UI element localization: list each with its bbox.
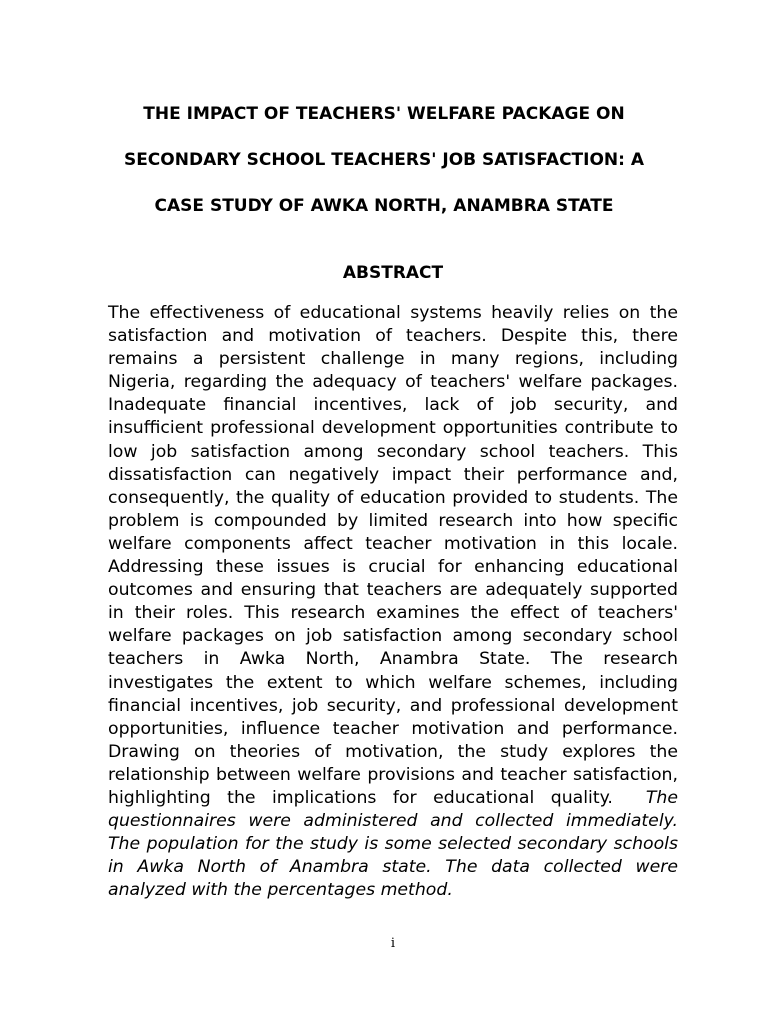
title-line-1: THE IMPACT OF TEACHERS' WELFARE PACKAGE ON [143,104,625,124]
page-number: i [390,936,396,951]
abstract-text: The effectiveness of educational systems heavily relies on the satisfaction and motivation of teachers. Despite this, there remains a persistent challenge in many regions, including Nigeria, regarding the adequacy of teachers' welfare packages. Inadequate financial incentives, lack of job security, and insufficient professional development opportunities contribute to low job satisfaction among secondary school teachers. This dissatisfaction can negatively impact their performance and, consequently, the quality of education provided to students. The problem is compounded by limited research into how specific welfare components affect teacher motivation in this locale. Addressing these issues is crucial for enhancing educational outcomes and ensuring that teachers are adequately supported in their roles. This research examines the effect of teachers' welfare packages on job satisfaction among secondary school teachers in Awka North, Anambra State. The research investigates the extent to which welfare schemes, including financial incentives, job security, and professional development opportunities, influence teacher motivation and performance. Drawing on theories of motivation, the study explores the relationship between welfare provisions and teacher satisfaction, highlighting the implications for educational quality. [108,303,678,808]
title-line-3: CASE STUDY OF AWKA NORTH, ANAMBRA STATE [154,196,614,216]
abstract-body [108,302,678,902]
title-line-2: SECONDARY SCHOOL TEACHERS' JOB SATISFACTION: A [123,150,645,170]
abstract-italic-text: The questionnaires were administered and collected immediately. The population for the study is some selected secondary schools in Awka North of Anambra state. The data collected were analyzed with the percentages method. [108,787,678,901]
abstract-heading: ABSTRACT [342,263,444,283]
